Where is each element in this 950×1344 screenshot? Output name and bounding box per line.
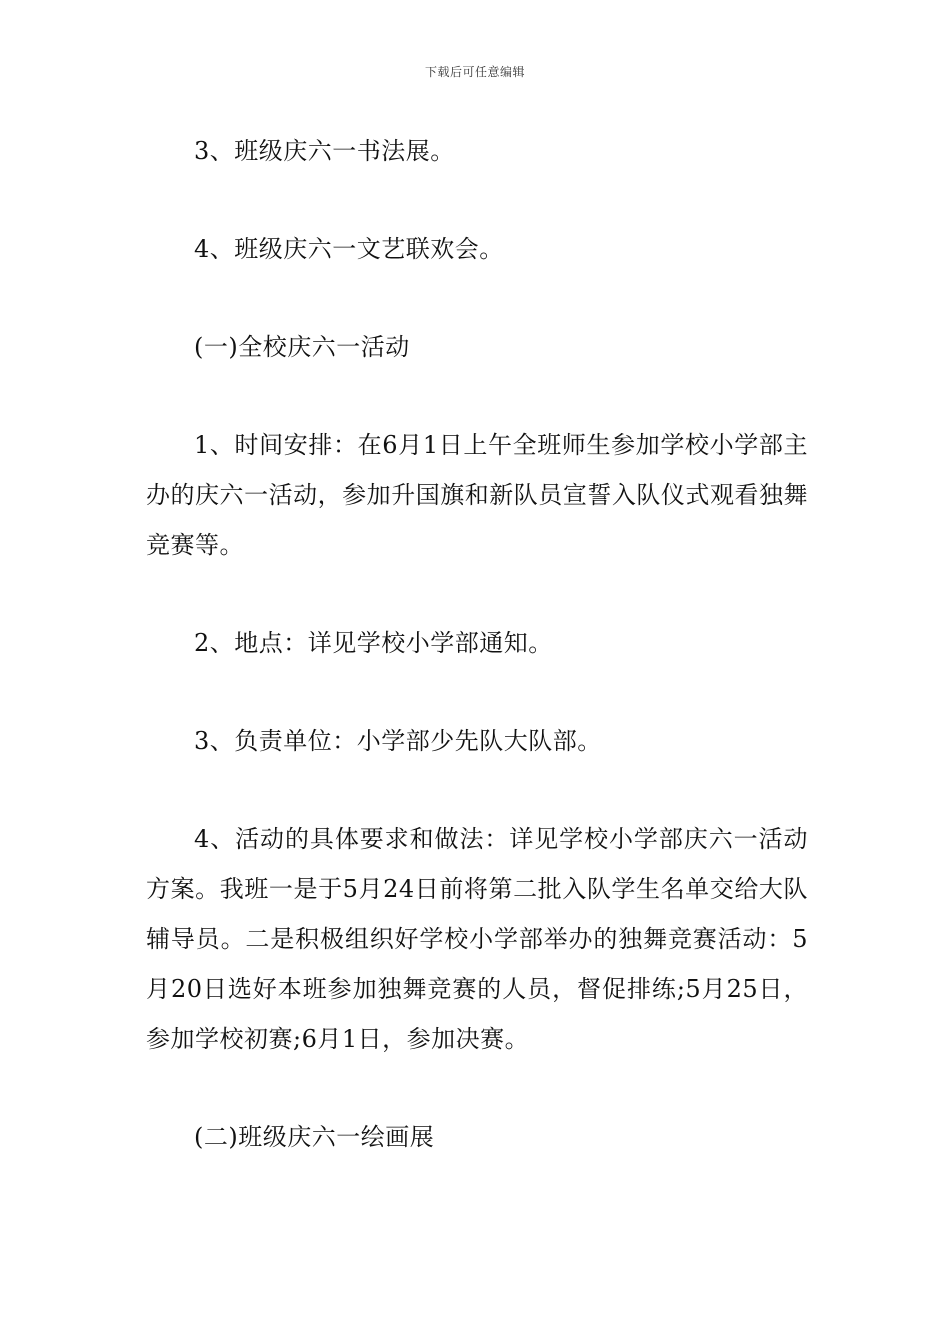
section-heading-painting-exhibition: (二)班级庆六一绘画展	[194, 1123, 435, 1151]
paragraph-time-arrangement: 1、时间安排：在6月1日上午全班师生参加学校小学部主办的庆六一活动，参加升国旗和新队员宣誓入队仪式观看独舞竞赛等。	[146, 431, 808, 559]
section-heading-school-activity: (一)全校庆六一活动	[194, 333, 410, 361]
document-body	[146, 126, 808, 1210]
paragraph-art-gala: 4、班级庆六一文艺联欢会。	[194, 235, 504, 263]
paragraph-responsible-unit: 3、负责单位：小学部少先队大队部。	[194, 727, 602, 755]
paragraph-location: 2、地点：详见学校小学部通知。	[194, 629, 553, 657]
paragraph-calligraphy-exhibition: 3、班级庆六一书法展。	[194, 137, 455, 165]
page-header-note: 下载后可任意编辑	[424, 65, 525, 79]
paragraph-requirements: 4、活动的具体要求和做法：详见学校小学部庆六一活动方案。我班一是于5月24日前将第二批入队学生名单交给大队辅导员。二是积极组织好学校小学部举办的独舞竞赛活动：5月20日选好本班参加独舞竞赛的人员，督促排练;5月25日，参加学校初赛;6月1日，参加决赛。	[146, 825, 808, 1053]
